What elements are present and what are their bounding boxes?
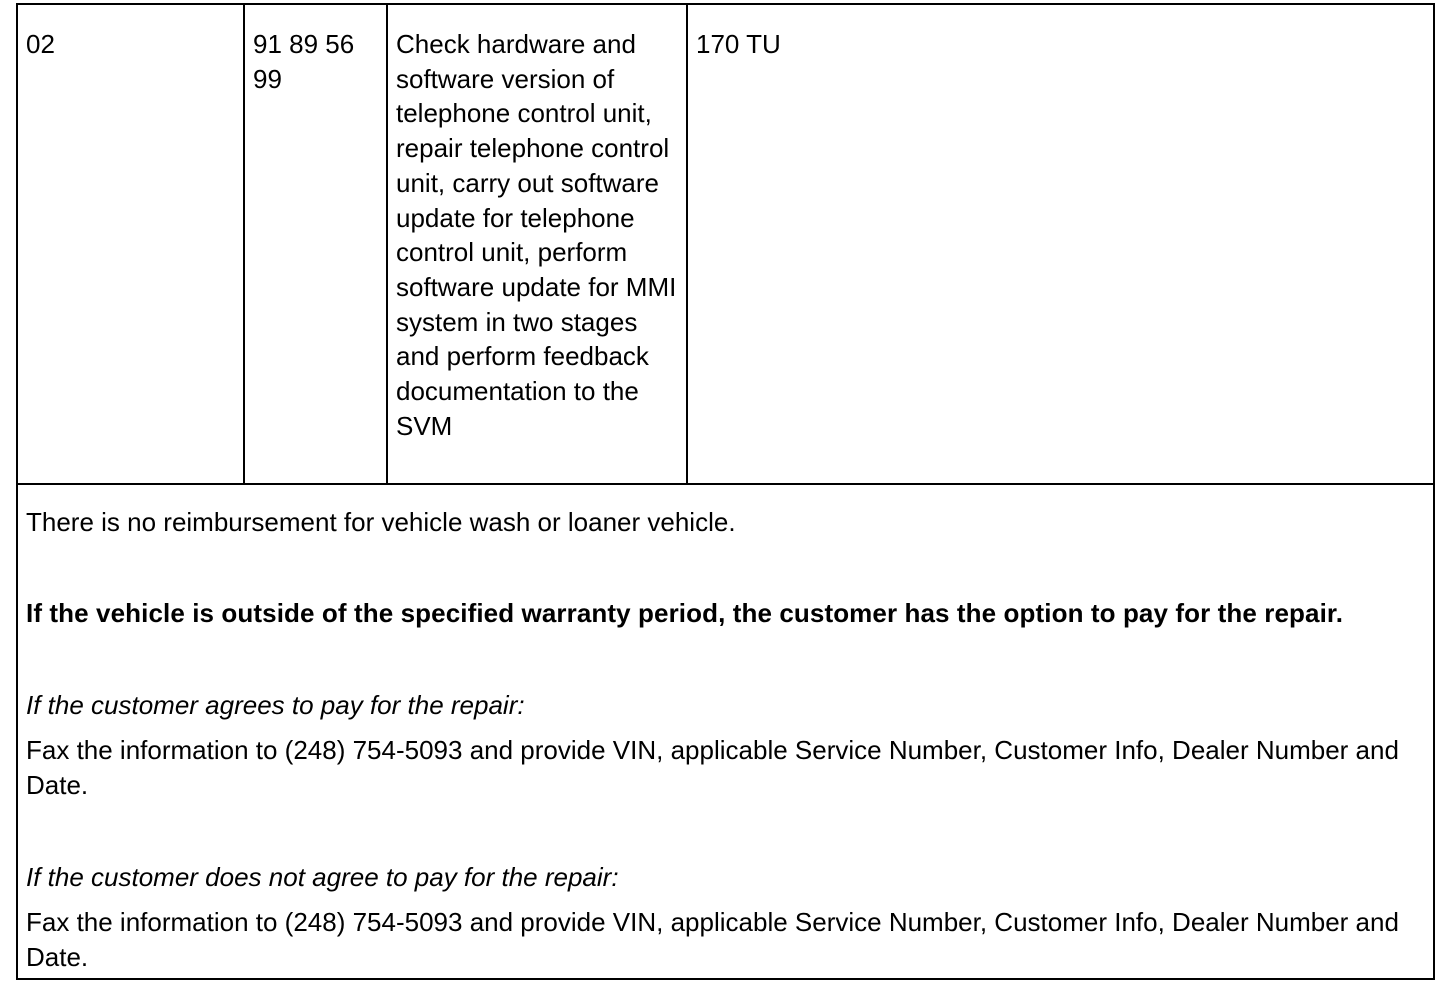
agrees-heading: If the customer agrees to pay for the repair: — [26, 690, 525, 720]
agrees-instructions: Fax the information to (248) 754-5093 and provide VIN, applicable Service Number, Customer Info, Dealer Number and Date. — [26, 735, 1399, 800]
warranty-note: If the vehicle is outside of the specified warranty period, the customer has the option to pay for the repair. — [26, 598, 1344, 628]
warranty-table — [16, 3, 1435, 980]
disagrees-heading: If the customer does not agree to pay for the repair: — [26, 862, 619, 892]
no-reimbursement-note: There is no reimbursement for vehicle wash or loaner vehicle. — [26, 507, 736, 537]
code-cell: 02 — [18, 5, 245, 483]
disagrees-instructions: Fax the information to (248) 754-5093 and provide VIN, applicable Service Number, Customer Info, Dealer Number and Date. — [26, 907, 1399, 972]
description-cell: Check hardware and software version of telephone control unit, repair telephone control unit, carry out software update for telephone control unit, perform software update for MMI system in two stages and perform feedback documentation to the SVM — [388, 5, 688, 483]
time-units-cell: 170 TU — [696, 29, 781, 59]
table-row — [18, 5, 1433, 485]
operation-number-cell: 91 89 56 99 — [245, 5, 388, 483]
notes-cell — [18, 485, 1433, 978]
